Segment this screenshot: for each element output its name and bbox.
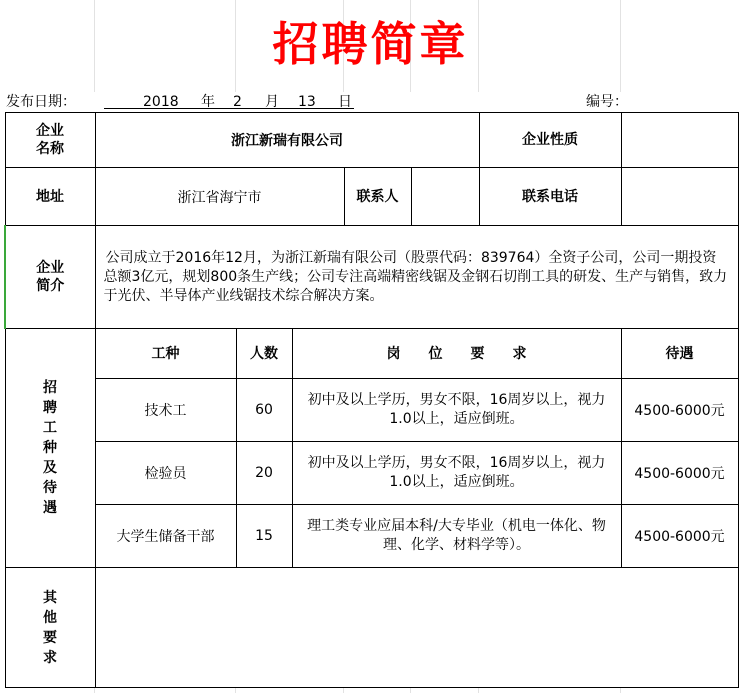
table-row <box>5 505 738 568</box>
number-label: 编号： <box>586 94 628 110</box>
date-month: 2 <box>233 94 242 110</box>
header-count: 人数 <box>236 329 292 379</box>
date-year: 2018 <box>143 94 179 110</box>
header-job: 工种 <box>95 329 236 379</box>
address-label: 地址 <box>5 168 95 226</box>
job-count: 20 <box>236 442 292 505</box>
other-requirements-content[interactable] <box>95 568 738 688</box>
date-label: 发布日期： <box>6 94 76 110</box>
job-name: 检验员 <box>95 442 236 505</box>
job-requirements: 初中及以上学历，男女不限，16周岁以上，视力1.0以上，适应倒班。 <box>292 379 621 442</box>
job-count: 60 <box>236 379 292 442</box>
phone-label: 联系电话 <box>479 168 621 226</box>
table-row <box>5 379 738 442</box>
contact-label: 联系人 <box>344 168 411 226</box>
job-salary: 4500-6000元 <box>621 505 738 568</box>
recruit-section-label: 招 聘 工 种 及 待 遇 <box>5 329 95 568</box>
job-requirements: 理工类专业应届本科/大专毕业（机电一体化、物理、化学、材料学等）。 <box>292 505 621 568</box>
intro-label: 企业 简介 <box>5 226 95 329</box>
date-year-unit: 年 <box>201 94 215 110</box>
header-requirements: 岗 位 要 求 <box>292 329 621 379</box>
job-name: 技术工 <box>95 379 236 442</box>
company-intro: 公司成立于2016年12月，为浙江新瑞有限公司（股票代码：839764）全资子公司，公司一期投资总额3亿元，规划800条生产线；公司专注高端精密线锯及金钢石切削工具的研发、生产与销售，致力于光伏、半导体产业线锯技术综合解决方案。 <box>95 226 738 329</box>
company-nature-value[interactable] <box>621 113 738 168</box>
date-month-unit: 月 <box>265 94 279 110</box>
job-count: 15 <box>236 505 292 568</box>
date-day-unit: 日 <box>338 94 352 110</box>
page-title: 招聘简章 <box>272 17 469 71</box>
meta-row <box>0 92 741 112</box>
company-name-label: 企业 名称 <box>5 113 95 168</box>
table-row <box>5 442 738 505</box>
job-salary: 4500-6000元 <box>621 442 738 505</box>
contact-value[interactable] <box>411 168 479 226</box>
recruitment-form <box>4 112 739 688</box>
other-requirements-label: 其 他 要 求 <box>5 568 95 688</box>
phone-value[interactable] <box>621 168 738 226</box>
header-salary: 待遇 <box>621 329 738 379</box>
job-name: 大学生储备干部 <box>95 505 236 568</box>
job-requirements: 初中及以上学历，男女不限，16周岁以上，视力1.0以上，适应倒班。 <box>292 442 621 505</box>
company-nature-label: 企业性质 <box>479 113 621 168</box>
address-value: 浙江省海宁市 <box>95 168 344 226</box>
company-name: 浙江新瑞有限公司 <box>95 113 479 168</box>
job-salary: 4500-6000元 <box>621 379 738 442</box>
date-day: 13 <box>298 94 316 110</box>
